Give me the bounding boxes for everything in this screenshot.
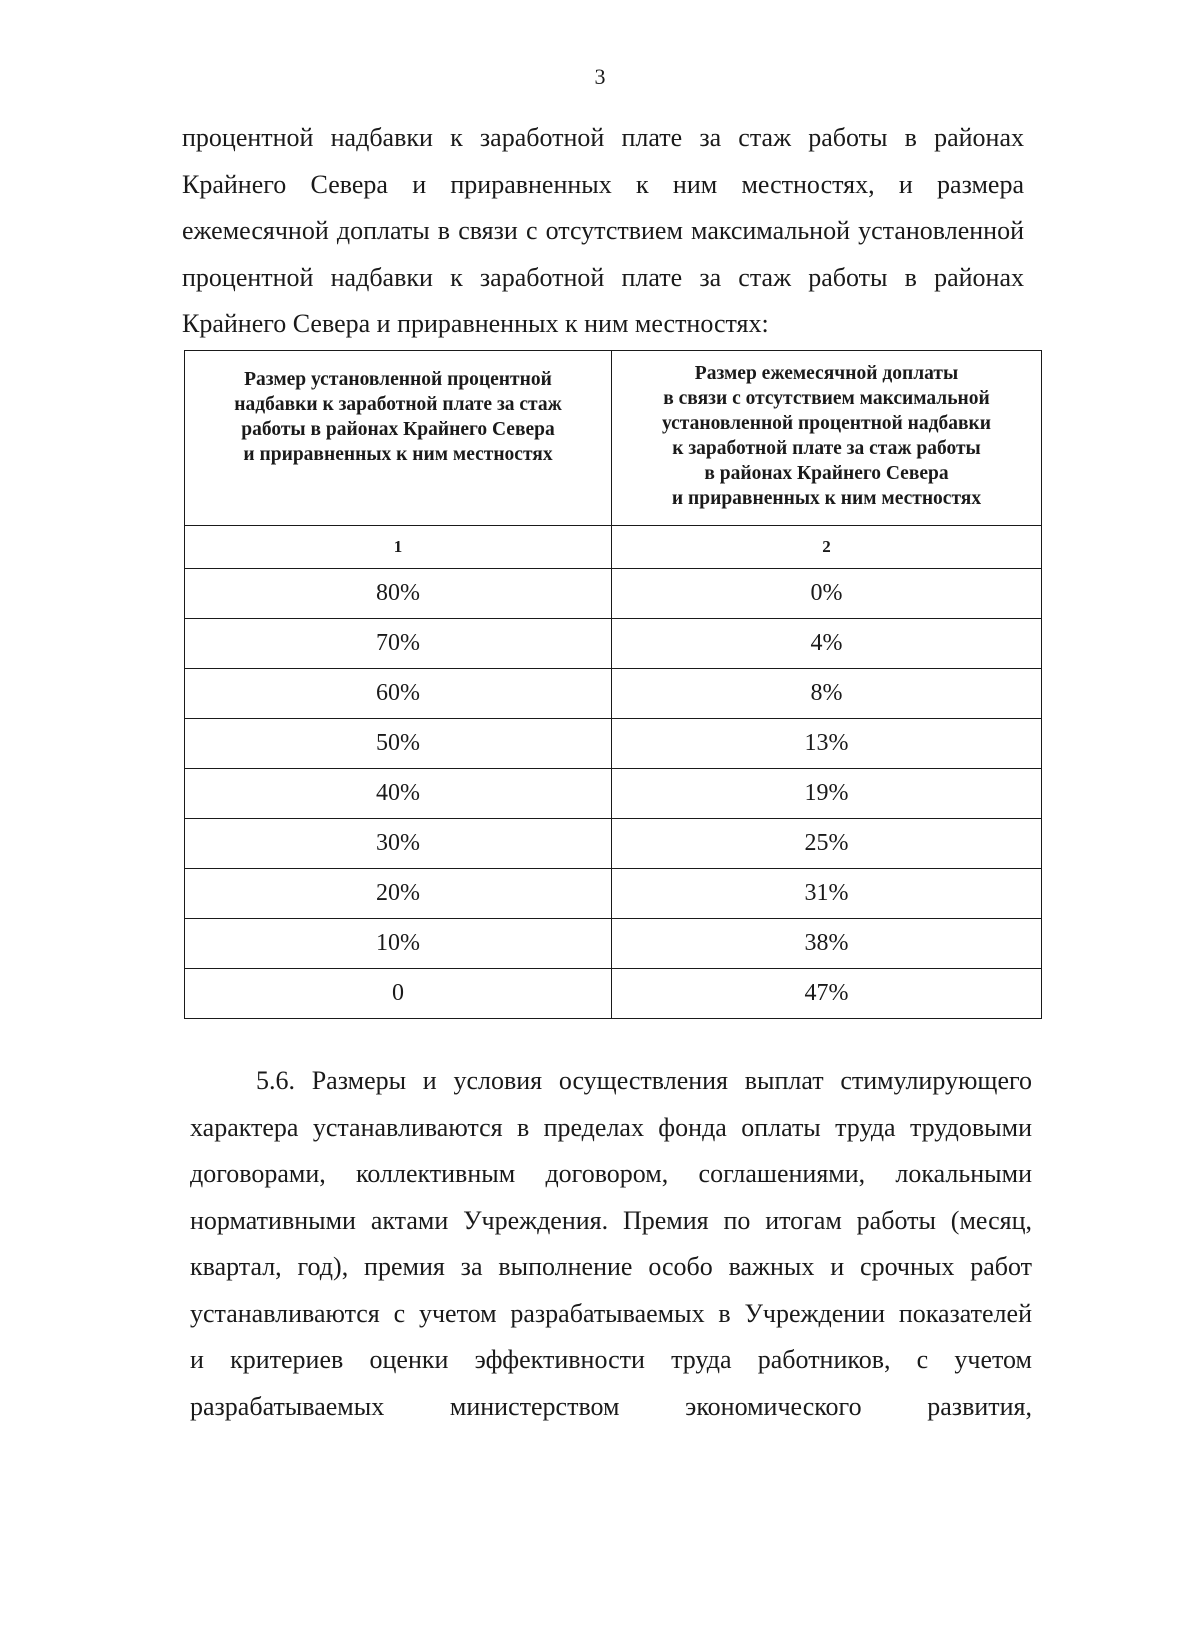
- header-col2-line: в районах Крайнего Севера: [704, 463, 949, 484]
- allowance-cell: 20%: [185, 869, 612, 919]
- table-header-row: [185, 351, 1042, 526]
- header-col1-line: надбавки к заработной плате за стаж: [234, 394, 562, 415]
- intro-line: Крайнего Севера и приравненных к ним местностях:: [182, 309, 769, 338]
- allowance-cell: 50%: [185, 719, 612, 769]
- supplement-cell: 47%: [612, 969, 1042, 1019]
- clause-line: характера устанавливаются в пределах фонда оплаты труда трудовыми: [190, 1112, 1032, 1142]
- supplement-cell: 4%: [612, 619, 1042, 669]
- column-number-row: [185, 526, 1042, 569]
- column-number: 2: [612, 526, 1042, 569]
- table-row: [185, 669, 1042, 719]
- header-col1: [185, 351, 612, 526]
- clause-line: устанавливаются с учетом разрабатываемых в Учреждении показателей: [190, 1298, 1032, 1328]
- supplement-cell: 0%: [612, 569, 1042, 619]
- table-row: [185, 919, 1042, 969]
- header-col1-line: Размер установленной процентной: [244, 369, 552, 390]
- page-number: 3: [594, 64, 606, 89]
- allowance-cell: 0: [185, 969, 612, 1019]
- allowance-cell: 70%: [185, 619, 612, 669]
- allowance-cell: 30%: [185, 819, 612, 869]
- header-col2-line: к заработной плате за стаж работы: [672, 438, 981, 459]
- clause-line: квартал, год), премия за выполнение особо важных и срочных работ: [190, 1252, 1032, 1281]
- table-row: [185, 569, 1042, 619]
- intro-line: процентной надбавки к заработной плате за стаж работы в районах: [182, 123, 1024, 152]
- clause-line: разрабатываемых министерством экономического развития,: [190, 1391, 1032, 1421]
- intro-line: процентной надбавки к заработной плате за стаж работы в районах: [182, 262, 1024, 292]
- supplement-cell: 25%: [612, 819, 1042, 869]
- supplement-cell: 31%: [612, 869, 1042, 919]
- allowance-cell: 80%: [185, 569, 612, 619]
- header-col1-line: и приравненных к ним местностях: [243, 444, 553, 465]
- clause-line: 5.6. Размеры и условия осуществления выплат стимулирующего: [256, 1066, 1032, 1095]
- supplement-cell: 19%: [612, 769, 1042, 819]
- clause-line: и критериев оценки эффективности труда работников, с учетом: [190, 1345, 1032, 1374]
- intro-paragraph: [182, 115, 1024, 348]
- table-row: [185, 619, 1042, 669]
- column-number: 1: [185, 526, 612, 569]
- table-row: [185, 819, 1042, 869]
- clause-line: нормативными актами Учреждения. Премия по итогам работы (месяц,: [190, 1205, 1032, 1235]
- table-row: [185, 969, 1042, 1019]
- allowance-table: [184, 350, 1042, 1019]
- supplement-cell: 13%: [612, 719, 1042, 769]
- header-col2-line: установленной процентной надбавки: [661, 413, 992, 434]
- table-row: [185, 719, 1042, 769]
- clause-5-6-paragraph: [190, 1058, 1032, 1430]
- table-row: [185, 869, 1042, 919]
- header-col2-line: в связи с отсутствием максимальной: [663, 388, 990, 409]
- header-col1-line: работы в районах Крайнего Севера: [241, 419, 555, 440]
- supplement-cell: 8%: [612, 669, 1042, 719]
- supplement-cell: 38%: [612, 919, 1042, 969]
- header-col2-line: Размер ежемесячной доплаты: [694, 363, 959, 384]
- intro-line: ежемесячной доплаты в связи с отсутствием максимальной установленной: [182, 216, 1024, 245]
- allowance-cell: 40%: [185, 769, 612, 819]
- header-col2-line: и приравненных к ним местностях: [671, 488, 982, 509]
- header-col2: [612, 351, 1042, 526]
- allowance-cell: 10%: [185, 919, 612, 969]
- intro-line: Крайнего Севера и приравненных к ним местностях, и размера: [182, 169, 1024, 199]
- table-row: [185, 769, 1042, 819]
- clause-line: договорами, коллективным договором, соглашениями, локальными: [190, 1159, 1032, 1188]
- allowance-cell: 60%: [185, 669, 612, 719]
